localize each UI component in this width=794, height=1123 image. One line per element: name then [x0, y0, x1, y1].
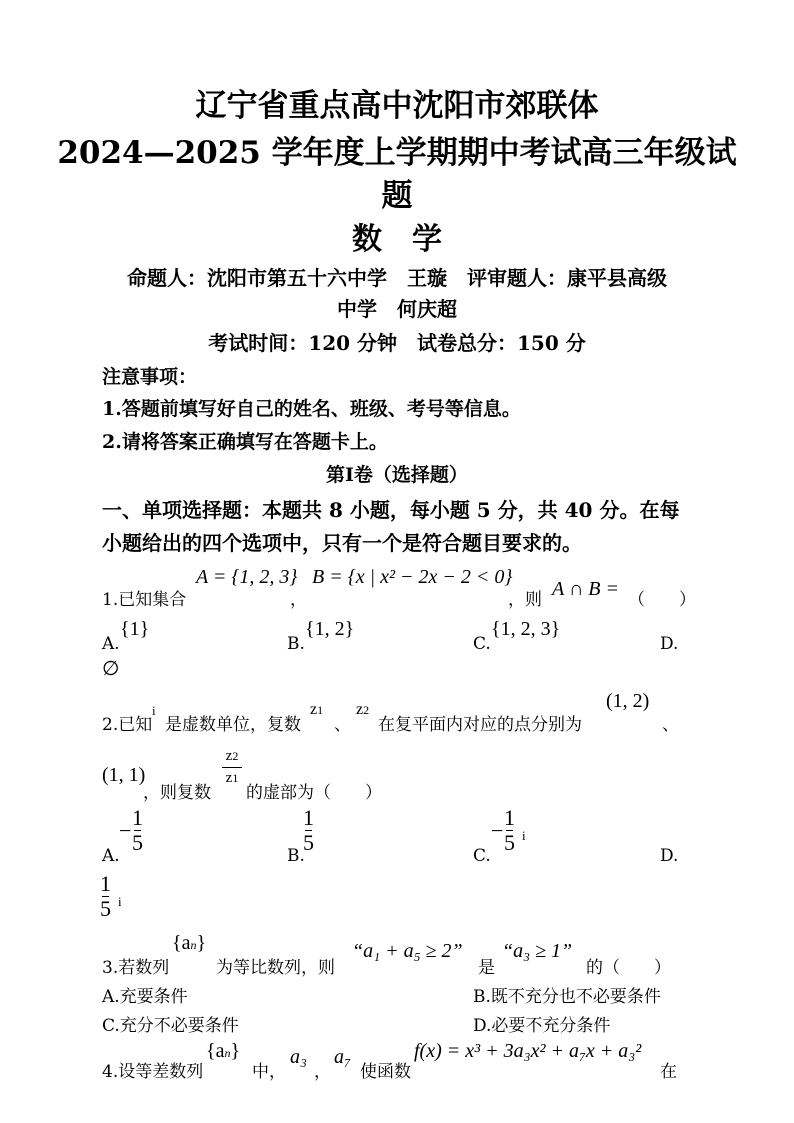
- q2-point-2: (1, 1): [102, 764, 146, 786]
- q2-option-c-sign: −: [491, 818, 504, 843]
- exam-info: 考试时间：120 分钟 试卷总分：150 分: [208, 331, 586, 355]
- q1-option-b-label: B.: [287, 634, 305, 654]
- q1-option-a-value: {1}: [120, 618, 150, 640]
- q3-prefix: 3.若数列: [102, 958, 170, 978]
- q4-a7: a₇: [334, 1046, 351, 1068]
- q2-option-c-label: C.: [473, 846, 491, 866]
- q2-option-b-fraction: 1 5: [303, 805, 314, 855]
- q1-sep: ，: [290, 590, 307, 610]
- q2-option-d-fraction: 1 5: [100, 871, 111, 921]
- q3-option-d: D.必要不充分条件: [473, 1016, 611, 1036]
- q1-then: ，则: [508, 590, 542, 610]
- q2-imaginary-unit: i: [152, 703, 156, 718]
- q1-prefix: 1.已知集合: [102, 590, 187, 610]
- q2-option-c-fraction: 1 5: [504, 805, 515, 855]
- q2-comma2: 、: [662, 715, 679, 735]
- q1-expr: A ∩ B =: [552, 578, 620, 600]
- q2-text3: ，则复数: [143, 783, 211, 803]
- q2-option-a-fraction: 1 5: [132, 805, 143, 855]
- q2-comma: 、: [334, 715, 351, 735]
- exam-title-line1: 辽宁省重点高中沈阳市郊联体: [195, 88, 599, 124]
- q3-option-c: C.充分不必要条件: [102, 1016, 239, 1036]
- q1-option-d-label: D.: [660, 634, 679, 654]
- q1-option-c-value: {1, 2, 3}: [491, 618, 561, 640]
- section-intro-line2: 小题给出的四个选项中，只有一个是符合题目要求的。: [102, 531, 582, 555]
- q1-option-b-value: {1, 2}: [305, 618, 355, 640]
- section-intro-line1: 一、单项选择题：本题共 8 小题，每小题 5 分，共 40 分。在每: [102, 498, 680, 522]
- q2-text4: 的虚部为（ ）: [246, 783, 382, 803]
- q3-text2: 是: [478, 958, 495, 978]
- q4-sequence: {an}: [206, 1040, 241, 1062]
- q3-condition-2: “a₃ ≥ 1”: [502, 940, 573, 962]
- q3-condition-1: “a₁ + a₅ ≥ 2”: [352, 940, 463, 962]
- q1-option-a-label: A.: [102, 634, 120, 654]
- q1-option-d-value: ∅: [102, 658, 120, 680]
- q4-a3: a₃: [290, 1046, 307, 1068]
- q2-option-d-label: D.: [660, 846, 679, 866]
- q4-text1: 中，: [252, 1062, 286, 1082]
- authors-line2: 中学 何庆超: [337, 297, 457, 321]
- q3-text1: 为等比数列，则: [216, 958, 335, 978]
- q4-sep: ，: [314, 1062, 331, 1082]
- q2-option-c-i: i: [522, 828, 526, 843]
- notice-heading: 注意事项：: [102, 366, 198, 388]
- q2-option-a-label: A.: [102, 846, 120, 866]
- q4-text2: 使函数: [360, 1062, 411, 1082]
- q3-option-a: A.充要条件: [102, 987, 188, 1007]
- q2-option-a-sign: −: [119, 818, 132, 843]
- q2-option-b-label: B.: [287, 846, 305, 866]
- subject-title: 数 学: [352, 222, 442, 257]
- q2-quotient-fraction: z2 z1: [222, 748, 242, 787]
- q2-z1: z1: [310, 701, 324, 718]
- q2-text1: 是虚数单位，复数: [165, 715, 301, 735]
- q2-option-d-i: i: [118, 894, 122, 909]
- q1-set-b: B = {x | x² − 2x − 2 < 0}: [312, 566, 513, 588]
- q1-set-a: A = {1, 2, 3}: [196, 566, 298, 588]
- volume-heading: 第Ⅰ卷（选择题）: [326, 464, 468, 486]
- q2-text2: 在复平面内对应的点分别为: [378, 715, 582, 735]
- notice-item-1: 1.答题前填写好自己的姓名、班级、考号等信息。: [102, 398, 521, 420]
- q2-prefix: 2.已知: [102, 715, 153, 735]
- q4-prefix: 4.设等差数列: [102, 1062, 204, 1082]
- q3-option-b: B.既不充分也不必要条件: [473, 987, 661, 1007]
- q4-text3: 在: [660, 1062, 677, 1082]
- q4-function: f(x) = x³ + 3a₃x² + a₇x + a₃²: [414, 1040, 642, 1062]
- notice-item-2: 2.请将答案正确填写在答题卡上。: [102, 431, 388, 453]
- exam-title-line3: 题: [381, 178, 413, 214]
- q1-paren: （ ）: [628, 590, 696, 610]
- q1-option-c-label: C.: [473, 634, 491, 654]
- q3-text3: 的（ ）: [586, 958, 671, 978]
- q2-z2: z2: [356, 701, 370, 718]
- q2-point-1: (1, 2): [606, 690, 650, 712]
- q3-sequence: {an}: [172, 932, 207, 954]
- authors-line1: 命题人：沈阳市第五十六中学 王璇 评审题人：康平县高级: [127, 266, 667, 290]
- exam-title-line2: 2024—2025 学年度上学期期中考试高三年级试: [57, 135, 737, 171]
